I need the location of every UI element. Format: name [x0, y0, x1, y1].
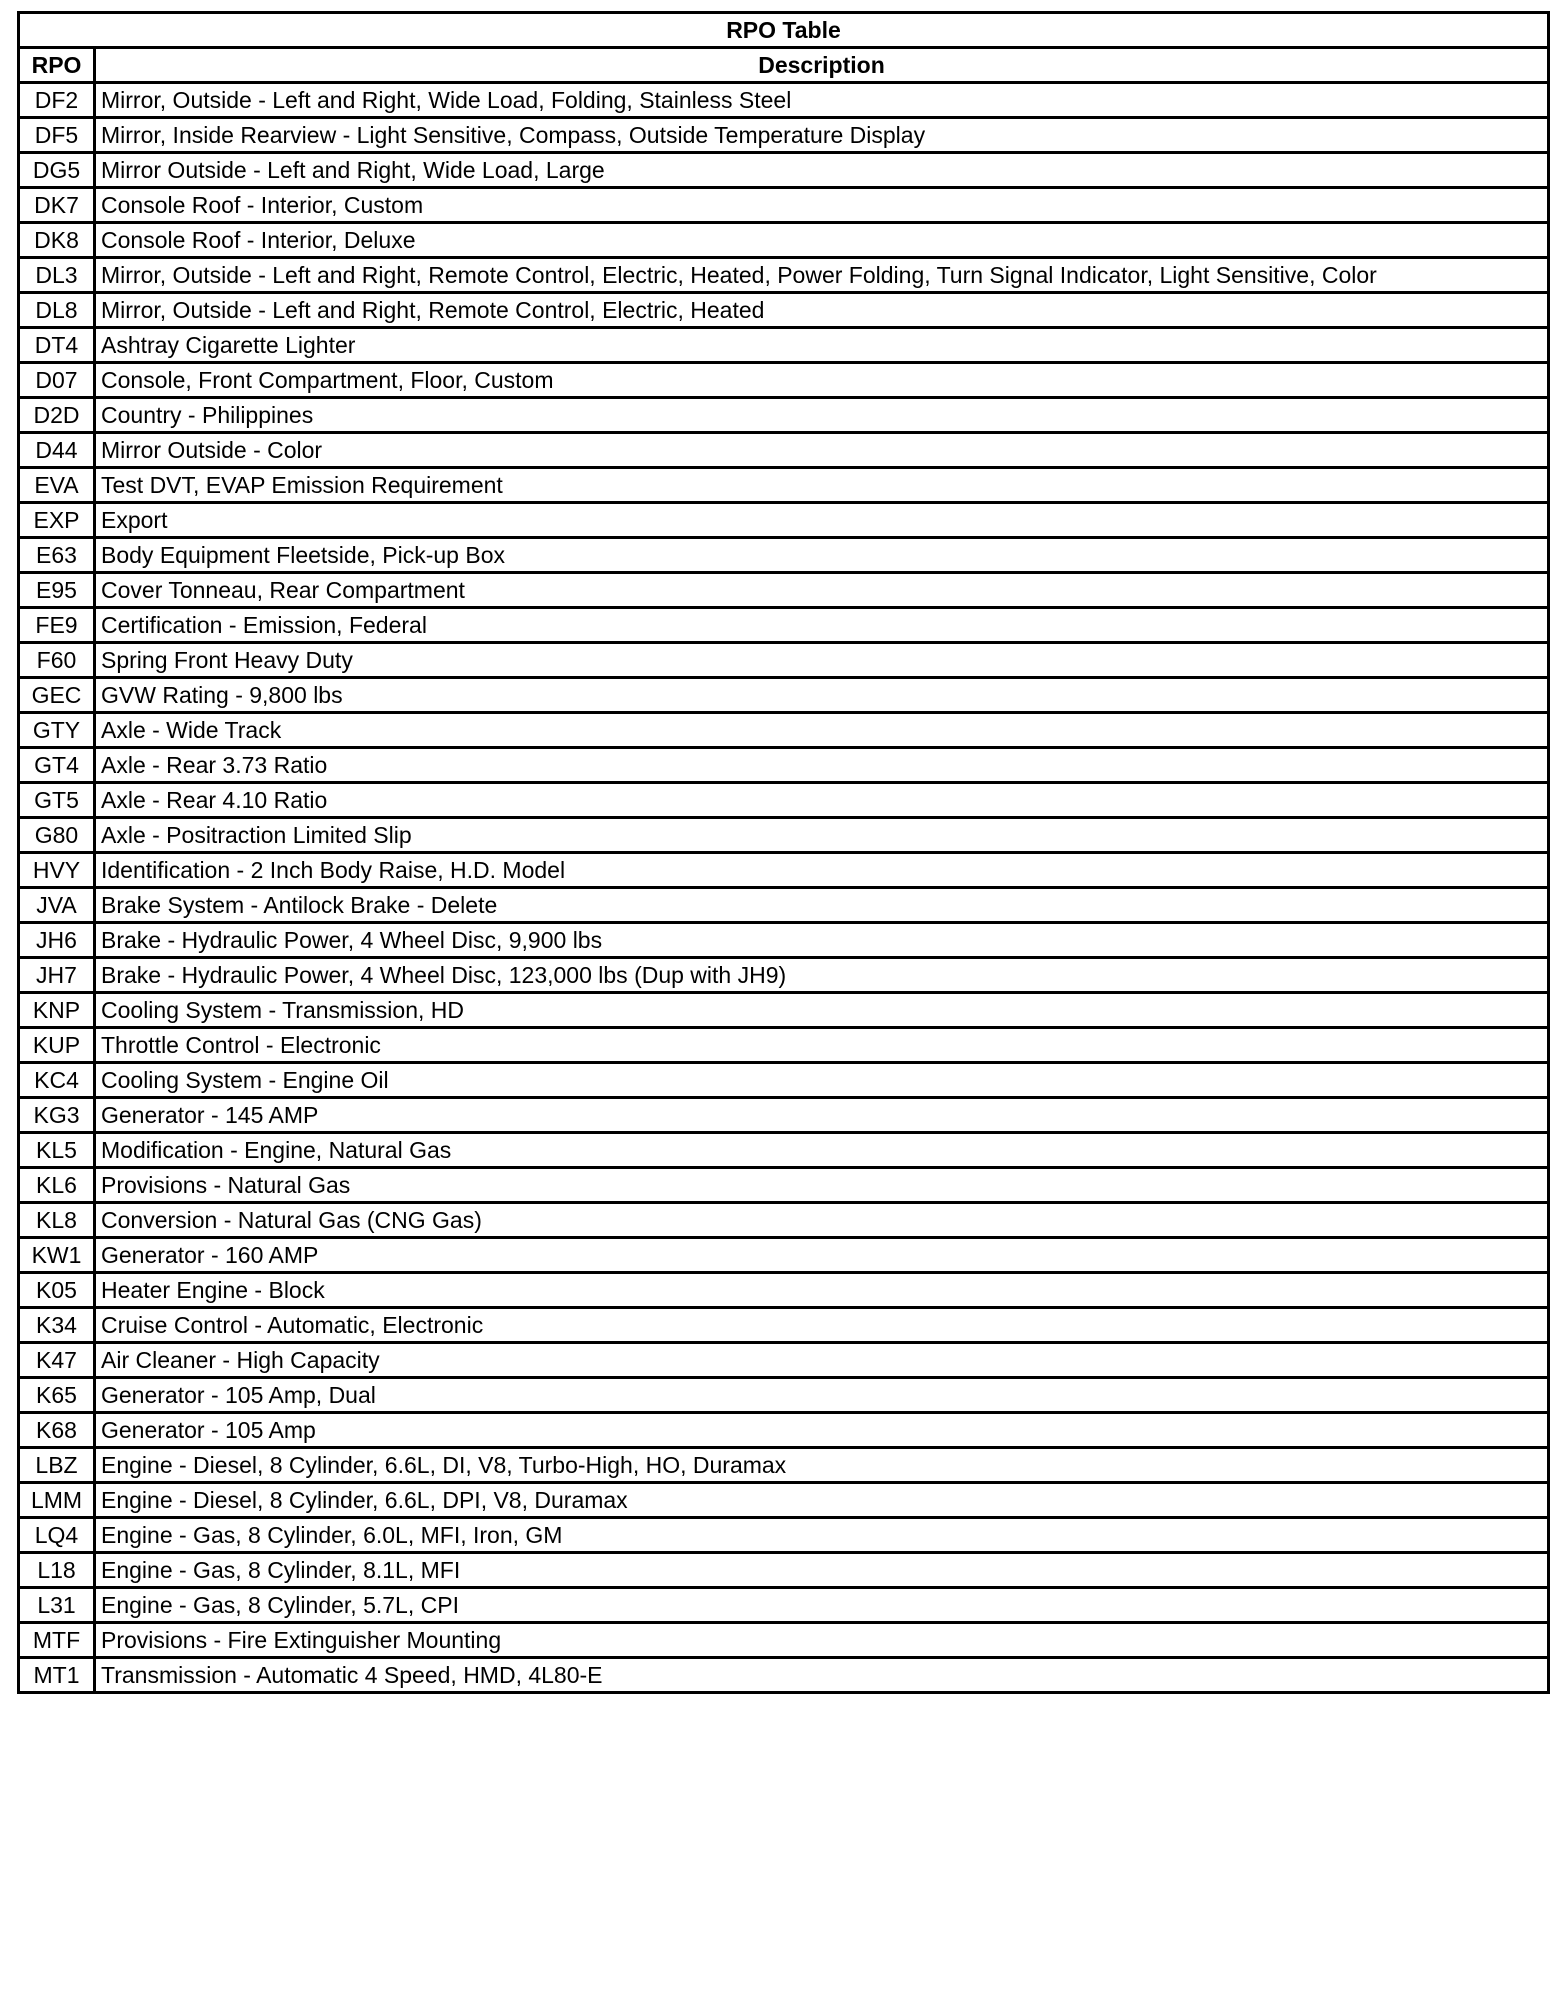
- rpo-description-cell: Mirror, Outside - Left and Right, Wide Load, Folding, Stainless Steel: [95, 83, 1549, 118]
- table-header-row: [19, 48, 1549, 83]
- rpo-code-cell: DF2: [19, 83, 95, 118]
- table-row: [19, 818, 1549, 853]
- rpo-code-cell: KL8: [19, 1203, 95, 1238]
- rpo-code-cell: D07: [19, 363, 95, 398]
- table-row: [19, 398, 1549, 433]
- rpo-description-cell: Axle - Rear 4.10 Ratio: [95, 783, 1549, 818]
- rpo-description-cell: Mirror Outside - Color: [95, 433, 1549, 468]
- rpo-description-cell: Conversion - Natural Gas (CNG Gas): [95, 1203, 1549, 1238]
- table-row: [19, 643, 1549, 678]
- rpo-table-container: [17, 11, 1550, 1694]
- rpo-description-cell: Test DVT, EVAP Emission Requirement: [95, 468, 1549, 503]
- table-row: [19, 1483, 1549, 1518]
- rpo-description-cell: Identification - 2 Inch Body Raise, H.D. Model: [95, 853, 1549, 888]
- table-row: [19, 1588, 1549, 1623]
- rpo-description-cell: Generator - 105 Amp, Dual: [95, 1378, 1549, 1413]
- table-row: [19, 363, 1549, 398]
- table-row: [19, 1203, 1549, 1238]
- rpo-description-cell: Provisions - Fire Extinguisher Mounting: [95, 1623, 1549, 1658]
- rpo-description-cell: Cooling System - Transmission, HD: [95, 993, 1549, 1028]
- table-row: [19, 888, 1549, 923]
- rpo-description-cell: Axle - Positraction Limited Slip: [95, 818, 1549, 853]
- rpo-code-cell: LBZ: [19, 1448, 95, 1483]
- rpo-code-cell: JVA: [19, 888, 95, 923]
- rpo-description-cell: Certification - Emission, Federal: [95, 608, 1549, 643]
- rpo-code-cell: G80: [19, 818, 95, 853]
- rpo-description-cell: Console Roof - Interior, Deluxe: [95, 223, 1549, 258]
- rpo-description-cell: Cooling System - Engine Oil: [95, 1063, 1549, 1098]
- table-row: [19, 1168, 1549, 1203]
- table-title: RPO Table: [19, 13, 1549, 48]
- rpo-description-cell: Ashtray Cigarette Lighter: [95, 328, 1549, 363]
- table-row: [19, 1658, 1549, 1693]
- rpo-description-cell: Export: [95, 503, 1549, 538]
- rpo-description-cell: Engine - Gas, 8 Cylinder, 5.7L, CPI: [95, 1588, 1549, 1623]
- rpo-code-cell: KUP: [19, 1028, 95, 1063]
- rpo-code-cell: DL3: [19, 258, 95, 293]
- rpo-code-cell: EXP: [19, 503, 95, 538]
- rpo-code-cell: DG5: [19, 153, 95, 188]
- rpo-code-cell: K65: [19, 1378, 95, 1413]
- rpo-description-cell: Brake - Hydraulic Power, 4 Wheel Disc, 123,000 lbs (Dup with JH9): [95, 958, 1549, 993]
- rpo-description-cell: Mirror, Outside - Left and Right, Remote Control, Electric, Heated: [95, 293, 1549, 328]
- rpo-code-cell: GT4: [19, 748, 95, 783]
- rpo-code-cell: E63: [19, 538, 95, 573]
- rpo-code-cell: DK7: [19, 188, 95, 223]
- rpo-description-cell: Spring Front Heavy Duty: [95, 643, 1549, 678]
- rpo-code-cell: KL6: [19, 1168, 95, 1203]
- table-row: [19, 993, 1549, 1028]
- table-row: [19, 748, 1549, 783]
- table-row: [19, 1238, 1549, 1273]
- table-row: [19, 1133, 1549, 1168]
- rpo-description-cell: Brake - Hydraulic Power, 4 Wheel Disc, 9,900 lbs: [95, 923, 1549, 958]
- rpo-code-cell: KC4: [19, 1063, 95, 1098]
- rpo-code-cell: L18: [19, 1553, 95, 1588]
- rpo-description-cell: Mirror Outside - Left and Right, Wide Load, Large: [95, 153, 1549, 188]
- rpo-code-cell: JH6: [19, 923, 95, 958]
- rpo-code-cell: GTY: [19, 713, 95, 748]
- rpo-description-cell: Mirror, Outside - Left and Right, Remote Control, Electric, Heated, Power Folding, Turn Signal Indicator, Light Sensitive, Color: [95, 258, 1549, 293]
- rpo-code-cell: LMM: [19, 1483, 95, 1518]
- table-row: [19, 153, 1549, 188]
- rpo-code-cell: DK8: [19, 223, 95, 258]
- table-row: [19, 188, 1549, 223]
- table-row: [19, 783, 1549, 818]
- rpo-code-cell: GEC: [19, 678, 95, 713]
- table-row: [19, 223, 1549, 258]
- rpo-description-cell: Engine - Gas, 8 Cylinder, 8.1L, MFI: [95, 1553, 1549, 1588]
- table-row: [19, 1273, 1549, 1308]
- table-row: [19, 1098, 1549, 1133]
- table-row: [19, 923, 1549, 958]
- rpo-code-cell: HVY: [19, 853, 95, 888]
- rpo-description-cell: Provisions - Natural Gas: [95, 1168, 1549, 1203]
- rpo-code-cell: K68: [19, 1413, 95, 1448]
- rpo-table: [17, 11, 1550, 1694]
- rpo-description-cell: Console Roof - Interior, Custom: [95, 188, 1549, 223]
- table-row: [19, 1413, 1549, 1448]
- rpo-description-cell: Generator - 145 AMP: [95, 1098, 1549, 1133]
- rpo-description-cell: Body Equipment Fleetside, Pick-up Box: [95, 538, 1549, 573]
- rpo-code-cell: K47: [19, 1343, 95, 1378]
- table-row: [19, 1308, 1549, 1343]
- rpo-code-cell: E95: [19, 573, 95, 608]
- table-row: [19, 468, 1549, 503]
- rpo-code-cell: L31: [19, 1588, 95, 1623]
- table-row: [19, 1028, 1549, 1063]
- rpo-code-cell: DF5: [19, 118, 95, 153]
- rpo-code-cell: F60: [19, 643, 95, 678]
- rpo-code-cell: K05: [19, 1273, 95, 1308]
- rpo-code-cell: D2D: [19, 398, 95, 433]
- rpo-code-cell: FE9: [19, 608, 95, 643]
- rpo-description-cell: Generator - 160 AMP: [95, 1238, 1549, 1273]
- table-row: [19, 433, 1549, 468]
- rpo-code-cell: DL8: [19, 293, 95, 328]
- rpo-description-cell: Air Cleaner - High Capacity: [95, 1343, 1549, 1378]
- rpo-description-cell: Brake System - Antilock Brake - Delete: [95, 888, 1549, 923]
- table-row: [19, 1448, 1549, 1483]
- rpo-description-cell: Axle - Rear 3.73 Ratio: [95, 748, 1549, 783]
- rpo-description-cell: GVW Rating - 9,800 lbs: [95, 678, 1549, 713]
- rpo-description-cell: Throttle Control - Electronic: [95, 1028, 1549, 1063]
- table-row: [19, 958, 1549, 993]
- table-row: [19, 293, 1549, 328]
- table-row: [19, 713, 1549, 748]
- table-row: [19, 1623, 1549, 1658]
- table-row: [19, 608, 1549, 643]
- table-row: [19, 678, 1549, 713]
- rpo-description-cell: Engine - Gas, 8 Cylinder, 6.0L, MFI, Iron, GM: [95, 1518, 1549, 1553]
- rpo-description-cell: Axle - Wide Track: [95, 713, 1549, 748]
- rpo-description-cell: Cruise Control - Automatic, Electronic: [95, 1308, 1549, 1343]
- rpo-code-cell: K34: [19, 1308, 95, 1343]
- table-row: [19, 328, 1549, 363]
- table-row: [19, 1343, 1549, 1378]
- rpo-code-cell: KNP: [19, 993, 95, 1028]
- rpo-description-cell: Generator - 105 Amp: [95, 1413, 1549, 1448]
- column-header-description: Description: [95, 48, 1549, 83]
- rpo-code-cell: GT5: [19, 783, 95, 818]
- rpo-code-cell: DT4: [19, 328, 95, 363]
- table-row: [19, 538, 1549, 573]
- table-row: [19, 118, 1549, 153]
- rpo-code-cell: JH7: [19, 958, 95, 993]
- rpo-code-cell: MTF: [19, 1623, 95, 1658]
- rpo-description-cell: Engine - Diesel, 8 Cylinder, 6.6L, DPI, V8, Duramax: [95, 1483, 1549, 1518]
- rpo-code-cell: D44: [19, 433, 95, 468]
- table-row: [19, 83, 1549, 118]
- rpo-code-cell: KG3: [19, 1098, 95, 1133]
- table-row: [19, 1063, 1549, 1098]
- table-row: [19, 1378, 1549, 1413]
- table-body: [19, 83, 1549, 1693]
- rpo-description-cell: Mirror, Inside Rearview - Light Sensitive, Compass, Outside Temperature Display: [95, 118, 1549, 153]
- table-title-row: [19, 13, 1549, 48]
- table-row: [19, 1518, 1549, 1553]
- rpo-code-cell: LQ4: [19, 1518, 95, 1553]
- table-row: [19, 853, 1549, 888]
- rpo-code-cell: MT1: [19, 1658, 95, 1693]
- rpo-description-cell: Country - Philippines: [95, 398, 1549, 433]
- table-row: [19, 1553, 1549, 1588]
- table-row: [19, 503, 1549, 538]
- rpo-description-cell: Engine - Diesel, 8 Cylinder, 6.6L, DI, V8, Turbo-High, HO, Duramax: [95, 1448, 1549, 1483]
- rpo-code-cell: KL5: [19, 1133, 95, 1168]
- column-header-rpo: RPO: [19, 48, 95, 83]
- rpo-code-cell: EVA: [19, 468, 95, 503]
- rpo-code-cell: KW1: [19, 1238, 95, 1273]
- table-row: [19, 258, 1549, 293]
- rpo-description-cell: Transmission - Automatic 4 Speed, HMD, 4L80-E: [95, 1658, 1549, 1693]
- rpo-description-cell: Heater Engine - Block: [95, 1273, 1549, 1308]
- rpo-description-cell: Cover Tonneau, Rear Compartment: [95, 573, 1549, 608]
- rpo-description-cell: Modification - Engine, Natural Gas: [95, 1133, 1549, 1168]
- rpo-description-cell: Console, Front Compartment, Floor, Custom: [95, 363, 1549, 398]
- table-row: [19, 573, 1549, 608]
